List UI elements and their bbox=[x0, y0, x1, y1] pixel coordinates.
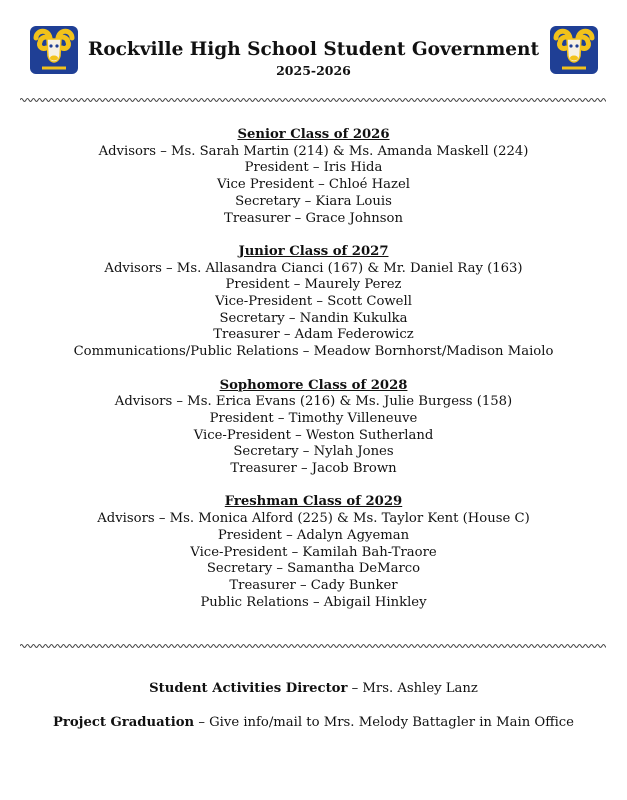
class-section-senior bbox=[0, 127, 627, 227]
project-graduation-line bbox=[0, 714, 627, 731]
role-line: Advisors – Ms. Sarah Martin (214) & Ms. Amanda Maskell (224) bbox=[98, 143, 529, 159]
class-heading: Junior Class of 2027 bbox=[238, 243, 389, 259]
role-line: Communications/Public Relations – Meadow Bornhorst/Madison Maiolo bbox=[73, 344, 554, 360]
class-section-freshman bbox=[0, 494, 627, 611]
class-section-sophomore bbox=[0, 378, 627, 478]
role-line: President – Timothy Villeneuve bbox=[209, 410, 418, 426]
page-title: Rockville High School Student Government bbox=[87, 39, 540, 60]
role-line: Treasurer – Jacob Brown bbox=[230, 461, 397, 477]
school-year: 2025-2026 bbox=[276, 63, 351, 78]
director-label: Student Activities Director bbox=[149, 681, 348, 696]
wavy-divider bbox=[20, 642, 606, 650]
role-line: Advisors – Ms. Monica Alford (225) & Ms. Taylor Kent (House C) bbox=[97, 511, 530, 527]
role-line: Treasurer – Grace Johnson bbox=[224, 210, 403, 226]
role-line: Advisors – Ms. Erica Evans (216) & Ms. Julie Burgess (158) bbox=[114, 394, 513, 410]
role-line: Secretary – Samantha DeMarco bbox=[206, 561, 421, 577]
wavy-divider bbox=[20, 96, 606, 104]
role-line: President – Maurely Perez bbox=[225, 277, 402, 293]
role-line: Secretary – Kiara Louis bbox=[235, 193, 392, 209]
director-value: – Mrs. Ashley Lanz bbox=[347, 681, 478, 696]
role-line: Treasurer – Adam Federowicz bbox=[213, 327, 414, 343]
class-section-junior bbox=[0, 244, 627, 361]
role-line: Vice President – Chloé Hazel bbox=[217, 177, 410, 193]
class-heading: Senior Class of 2026 bbox=[237, 127, 390, 142]
role-line: Treasurer – Cady Bunker bbox=[229, 577, 398, 593]
role-line: Vice-President – Scott Cowell bbox=[215, 294, 412, 310]
class-heading: Sophomore Class of 2028 bbox=[219, 377, 408, 393]
role-line: Secretary – Nylah Jones bbox=[233, 444, 394, 460]
class-heading: Freshman Class of 2029 bbox=[224, 494, 403, 510]
role-line: Secretary – Nandin Kukulka bbox=[219, 310, 408, 326]
role-line: Vice-President – Kamilah Bah-Traore bbox=[190, 544, 437, 560]
role-line: President – Adalyn Agyeman bbox=[217, 527, 410, 543]
graduation-label: Project Graduation bbox=[53, 715, 195, 730]
role-line: President – Iris Hida bbox=[244, 160, 383, 176]
role-line: Vice-President – Weston Sutherland bbox=[193, 427, 434, 443]
role-line: Public Relations – Abigail Hinkley bbox=[200, 594, 427, 610]
activities-director-line bbox=[0, 680, 627, 697]
graduation-value: – Give info/mail to Mrs. Melody Battagler in Main Office bbox=[194, 715, 574, 730]
class-officers-list bbox=[0, 127, 627, 628]
role-line: Advisors – Ms. Allasandra Cianci (167) & Mr. Daniel Ray (163) bbox=[104, 260, 523, 276]
